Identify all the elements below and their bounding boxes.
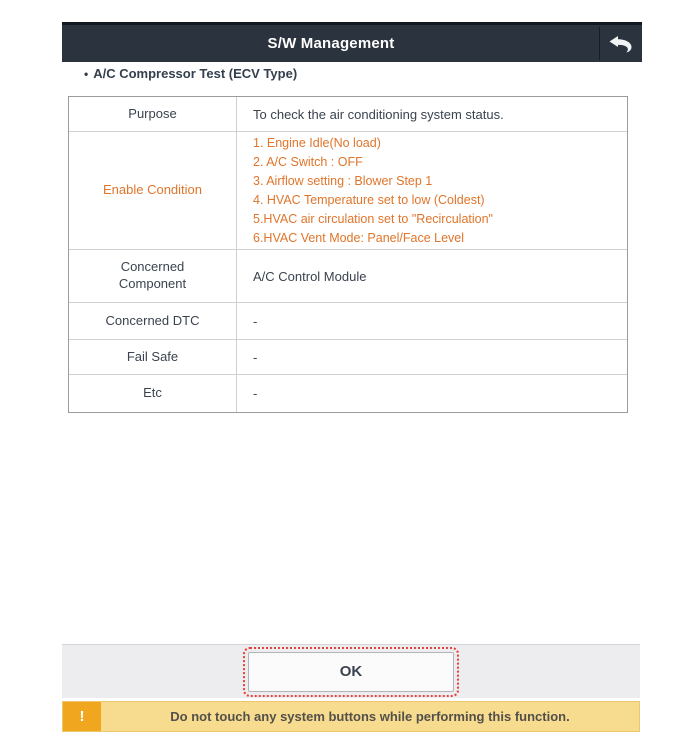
row-label: Concerned DTC [69, 303, 237, 339]
row-value: - [253, 386, 258, 401]
table-row-fail-safe [69, 340, 627, 375]
row-value: To check the air conditioning system status. [253, 106, 504, 122]
condition-line: 4. HVAC Temperature set to low (Coldest) [253, 192, 485, 207]
condition-line: 3. Airflow setting : Blower Step 1 [253, 173, 433, 188]
table-row-concerned-dtc [69, 303, 627, 340]
row-value [237, 132, 627, 249]
condition-line: 1. Engine Idle(No load) [253, 135, 381, 150]
row-value: - [253, 313, 258, 329]
row-label: Etc [69, 375, 237, 412]
section-title [84, 66, 297, 81]
row-label: Enable Condition [69, 132, 237, 249]
condition-line: 6.HVAC Vent Mode: Panel/Face Level [253, 230, 464, 245]
return-button[interactable] [600, 25, 642, 62]
page-title: S/W Management [267, 35, 395, 52]
ok-button-bar [62, 644, 640, 698]
ok-button[interactable]: OK [248, 652, 454, 692]
table-row-etc [69, 375, 627, 412]
table-row-concerned-component [69, 250, 627, 303]
warning-bar [62, 701, 640, 732]
row-label: Fail Safe [69, 340, 237, 374]
table-row-purpose [69, 97, 627, 132]
warning-message: Do not touch any system buttons while performing this function. [170, 709, 570, 724]
title-bar [62, 22, 642, 62]
row-label: Concerned Component [69, 250, 237, 302]
condition-line: 5.HVAC air circulation set to "Recirculation" [253, 211, 493, 226]
row-value: A/C Control Module [253, 268, 367, 284]
exclamation-icon: ! [63, 702, 101, 731]
return-arrow-icon [608, 35, 634, 53]
section-title-text: A/C Compressor Test (ECV Type) [93, 66, 298, 81]
table-row-enable-condition [69, 132, 627, 250]
test-info-table [68, 96, 628, 413]
row-label: Purpose [69, 97, 237, 131]
bullet-icon: • [84, 67, 89, 81]
condition-line: 2. A/C Switch : OFF [253, 154, 363, 169]
row-value: - [253, 349, 258, 365]
